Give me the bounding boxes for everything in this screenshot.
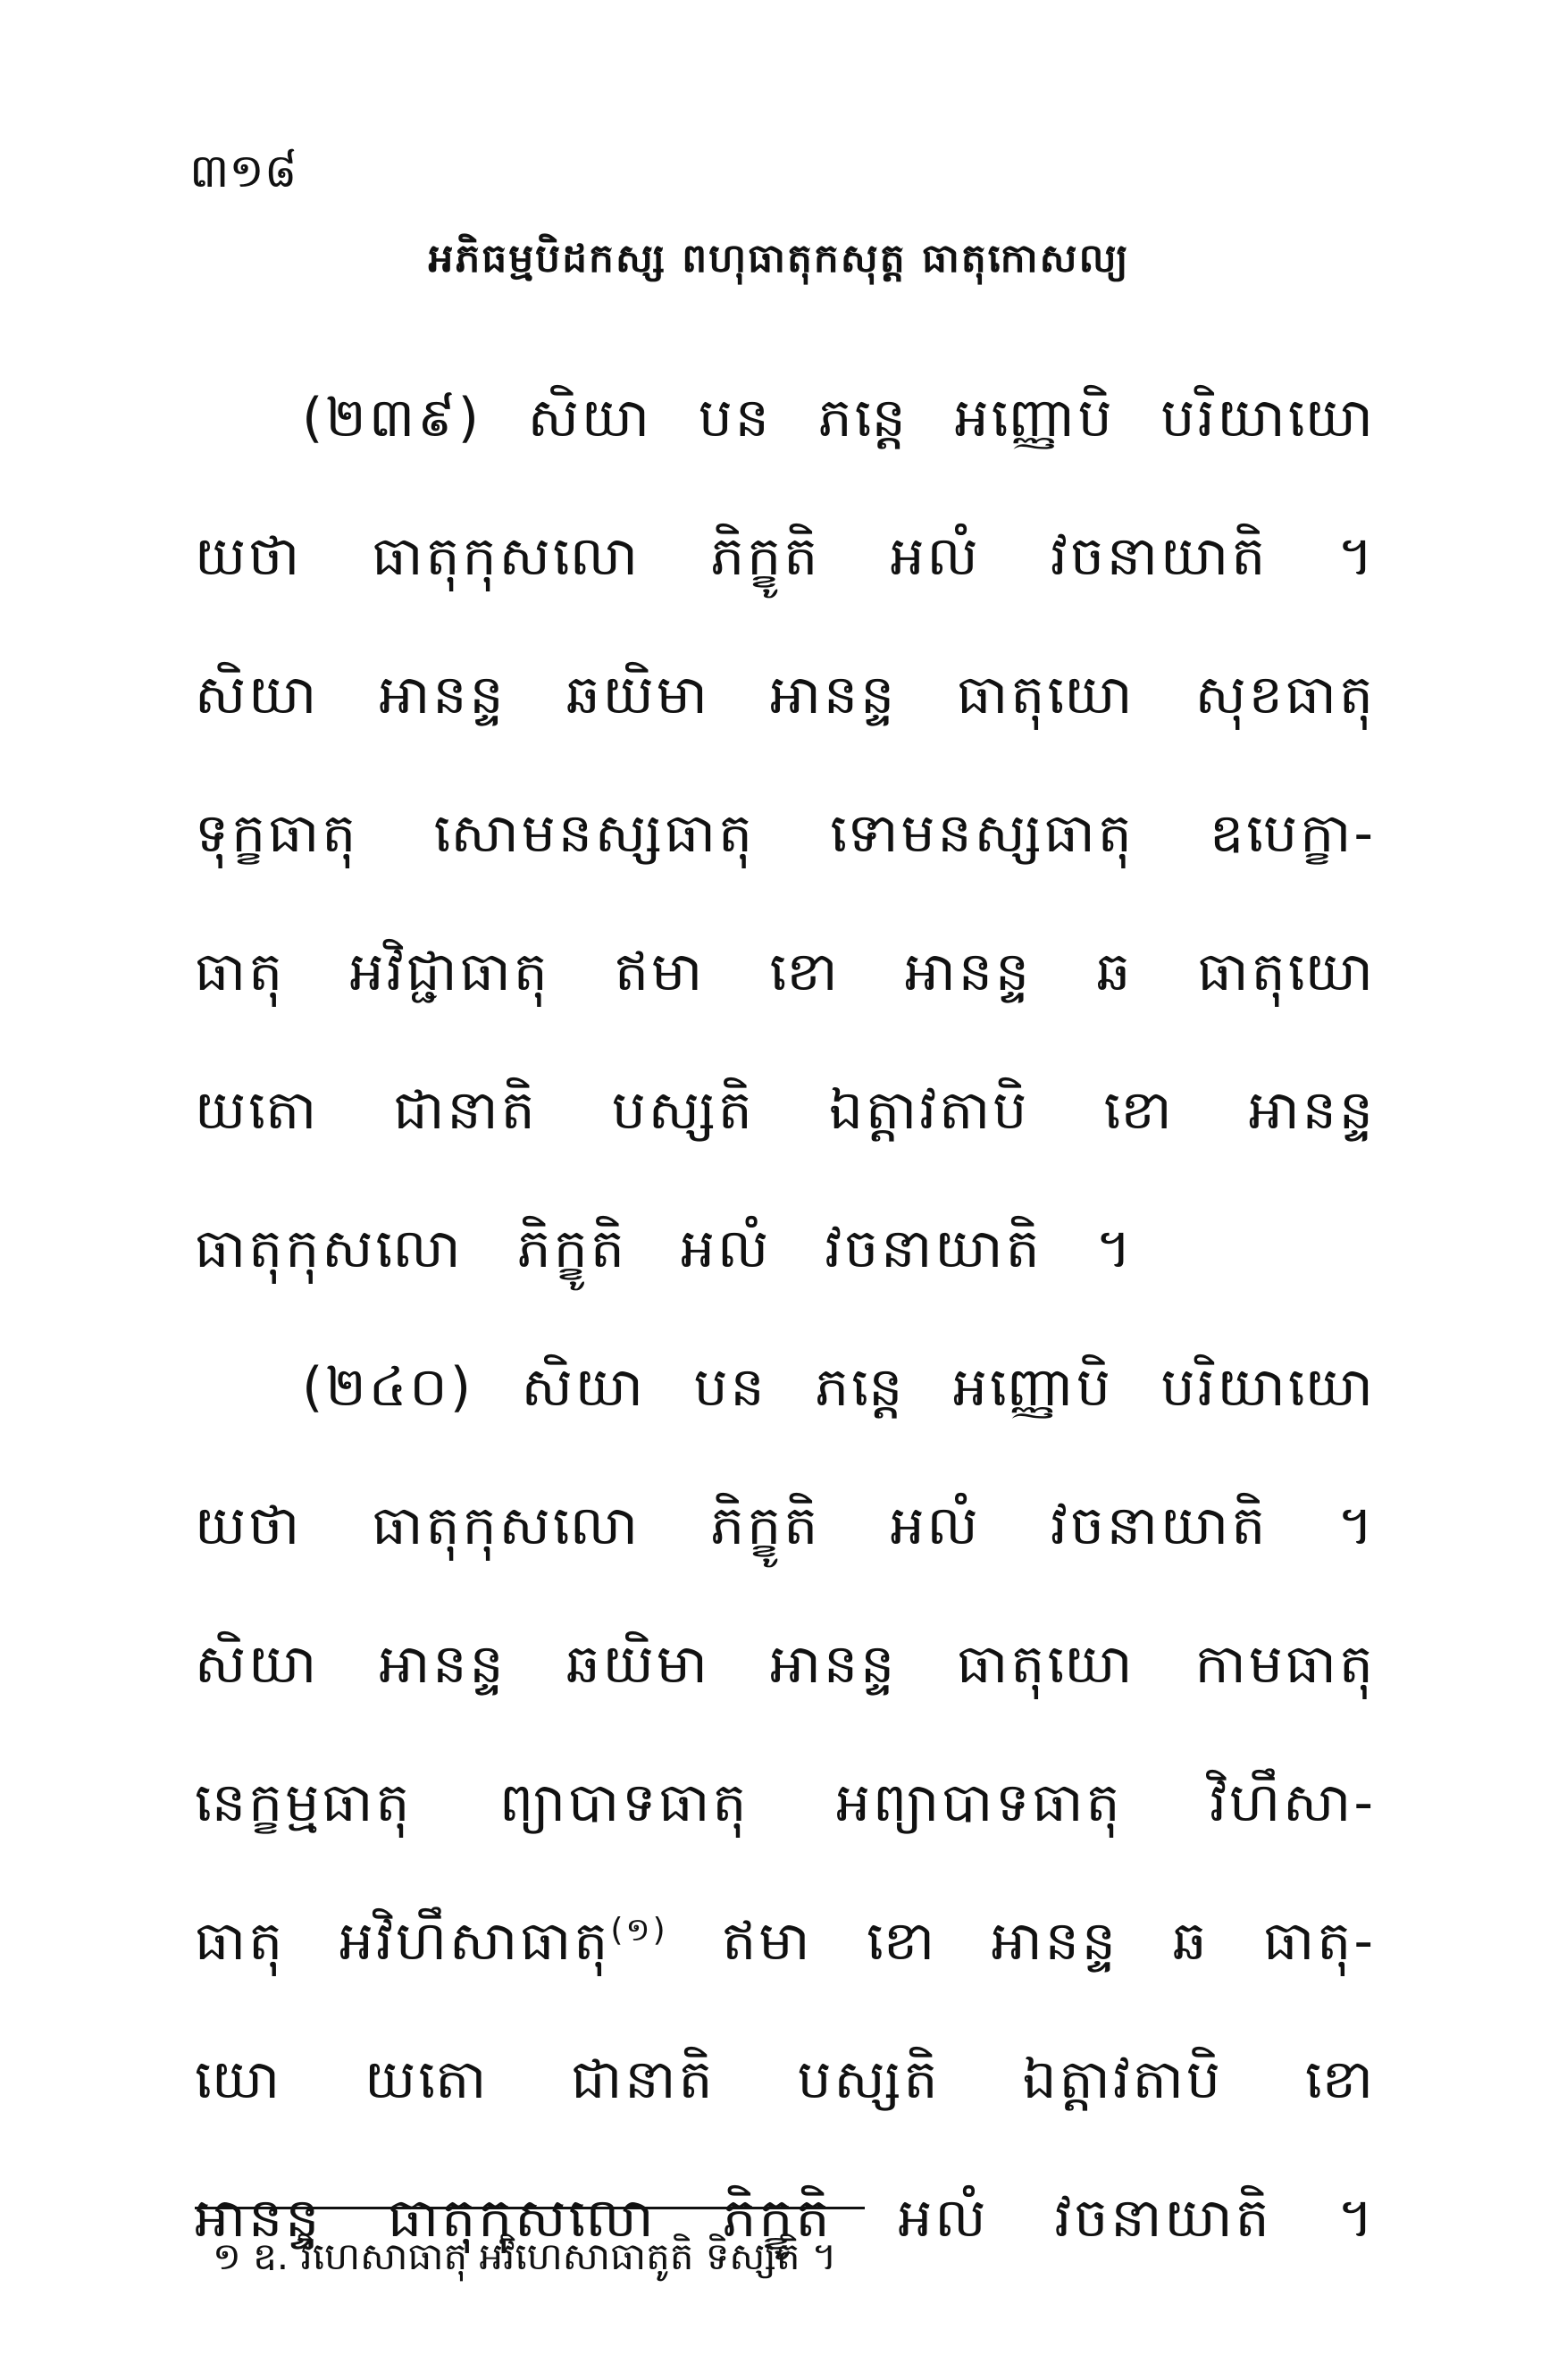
word: អានន្ទ [379, 1632, 507, 1696]
word: អានន្ទ [379, 663, 507, 726]
word: បស្សតិ [611, 1078, 755, 1142]
word: ធាតុកុសលោ [372, 524, 641, 588]
word: ។ [1095, 1217, 1135, 1280]
word: ឆយិមា [565, 1632, 710, 1696]
word: ។ [1337, 1494, 1376, 1557]
text-line [195, 764, 1376, 902]
word: ឯត្តាវតាបិ [1022, 2048, 1223, 2111]
word: កាមធាតុ [1194, 1632, 1376, 1696]
text-line [195, 348, 1376, 487]
paragraph-number: (២៤០) [302, 1355, 474, 1419]
word: បន [698, 386, 772, 449]
word: សុខធាតុ [1194, 663, 1376, 726]
word: ភិក្ខូតិ [516, 1217, 627, 1280]
text-line [195, 1318, 1376, 1456]
word: អលំ [680, 1217, 772, 1280]
word: ឥមា [722, 1909, 813, 1973]
word: សិយា [527, 386, 652, 449]
text-line [195, 487, 1376, 625]
word: វចនាយាតិ [825, 1217, 1043, 1280]
word: អានន្ទ [769, 663, 898, 726]
word: ធាតុកុសលោ [372, 1494, 641, 1557]
word: ធាតុយោ [957, 663, 1135, 726]
word: ខោ [1304, 2048, 1376, 2111]
word: ឧបេក្ខា- [1209, 801, 1376, 865]
word: សិយា [195, 663, 320, 726]
word: បរិយាយោ [1160, 1355, 1376, 1419]
footnote: ១ ឧ. វិហេសាធាតុ អវិហេសាធាតូតិ ទិស្សតិ ។ [213, 2234, 837, 2278]
text-line [195, 625, 1376, 764]
word: យថា [195, 1494, 303, 1557]
word: សោមនស្សធាតុ [433, 801, 756, 865]
word: នេក្ខម្មធាតុ [195, 1771, 413, 1834]
text-line [195, 1456, 1376, 1595]
word: ភិក្ខូតិ [722, 2186, 833, 2250]
page-number: ៣១៨ [189, 145, 297, 198]
word: ។ [1337, 524, 1376, 588]
footnote-divider [195, 2207, 865, 2209]
word: ជានាតិ [393, 1078, 538, 1142]
word: ភន្តេ [817, 386, 909, 449]
word: អវិហឹសាធាតុ [339, 1909, 611, 1973]
text-line [195, 2010, 1376, 2149]
paragraph-number: (២៣៩) [302, 386, 482, 449]
word: ធាតុ- [1263, 1909, 1376, 1973]
word: យតោ [195, 1078, 320, 1142]
word: ធាតុយោ [957, 1632, 1135, 1696]
word: ធាតុ [195, 940, 286, 1003]
word: ភិក្ខូតិ [710, 524, 821, 588]
word: អលំ [890, 1494, 981, 1557]
word: បស្សតិ [797, 2048, 941, 2111]
word: ភិក្ខូតិ [710, 1494, 821, 1557]
word: ខោ [769, 940, 841, 1003]
word: អញ្ញោបិ [952, 1355, 1113, 1419]
footnote-reference[interactable]: (១) [610, 1911, 668, 1948]
word: វិហឹសា- [1209, 1771, 1376, 1834]
text-line [195, 1733, 1376, 1872]
word: អលំ [898, 2186, 989, 2250]
text-line [195, 1595, 1376, 1733]
word: អានន្ទ [991, 1909, 1118, 1973]
word: អវិជ្ជាធាតុ [349, 940, 550, 1003]
word: យោ [195, 2048, 283, 2111]
word: ឥមា [615, 940, 706, 1003]
word: អានន្ទ [769, 1632, 898, 1696]
word: យថា [195, 524, 303, 588]
text-line [195, 1872, 1376, 2010]
word: អានន្ទ [904, 940, 1033, 1003]
word: ទោមនស្សធាតុ [830, 801, 1135, 865]
word: សិយា [521, 1355, 646, 1419]
word: ឆយិមា [565, 663, 710, 726]
word: ធាតុយោ [1197, 940, 1376, 1003]
text-line [195, 902, 1376, 1041]
word: អានន្ទ [195, 2186, 322, 2250]
word: បរិយាយោ [1160, 386, 1376, 449]
word: អលំ [890, 524, 981, 588]
word: ឆ [1096, 940, 1134, 1003]
word: បន [693, 1355, 767, 1419]
word: ធាតុកុសលោ [195, 1217, 464, 1280]
word: សិយា [195, 1632, 320, 1696]
word: ឯត្តាវតាបិ [828, 1078, 1030, 1142]
word: ធាតុកុសលោ [388, 2186, 657, 2250]
word: ភន្តេ [815, 1355, 906, 1419]
text-line [195, 1179, 1376, 1318]
word: វចនាយាតិ [1054, 2186, 1272, 2250]
word: ធាតុ [195, 1909, 286, 1973]
word: អព្យាបាទធាតុ [835, 1771, 1123, 1834]
word: ឆ [1172, 1909, 1210, 1973]
word: ទុក្ខធាតុ [195, 801, 359, 865]
word: ខោ [866, 1909, 938, 1973]
word: ជានាតិ [571, 2048, 716, 2111]
word: ។ [1337, 2186, 1376, 2250]
word: អានន្ទ [1248, 1078, 1376, 1142]
word: យតោ [364, 2048, 490, 2111]
word: អញ្ញោបិ [954, 386, 1115, 449]
text-line [195, 1041, 1376, 1179]
word: ខោ [1103, 1078, 1175, 1142]
body-text [195, 348, 1376, 2287]
word: ព្យាបាទធាតុ [498, 1771, 750, 1834]
word: វចនាយាតិ [1050, 524, 1269, 588]
word-with-footnote [339, 1897, 668, 1986]
word: វចនាយាតិ [1050, 1494, 1269, 1557]
running-head: អភិធម្មបិដកស្ស ពហុធាតុកសុត្ត ធាតុកោសល្យ [428, 236, 1130, 281]
